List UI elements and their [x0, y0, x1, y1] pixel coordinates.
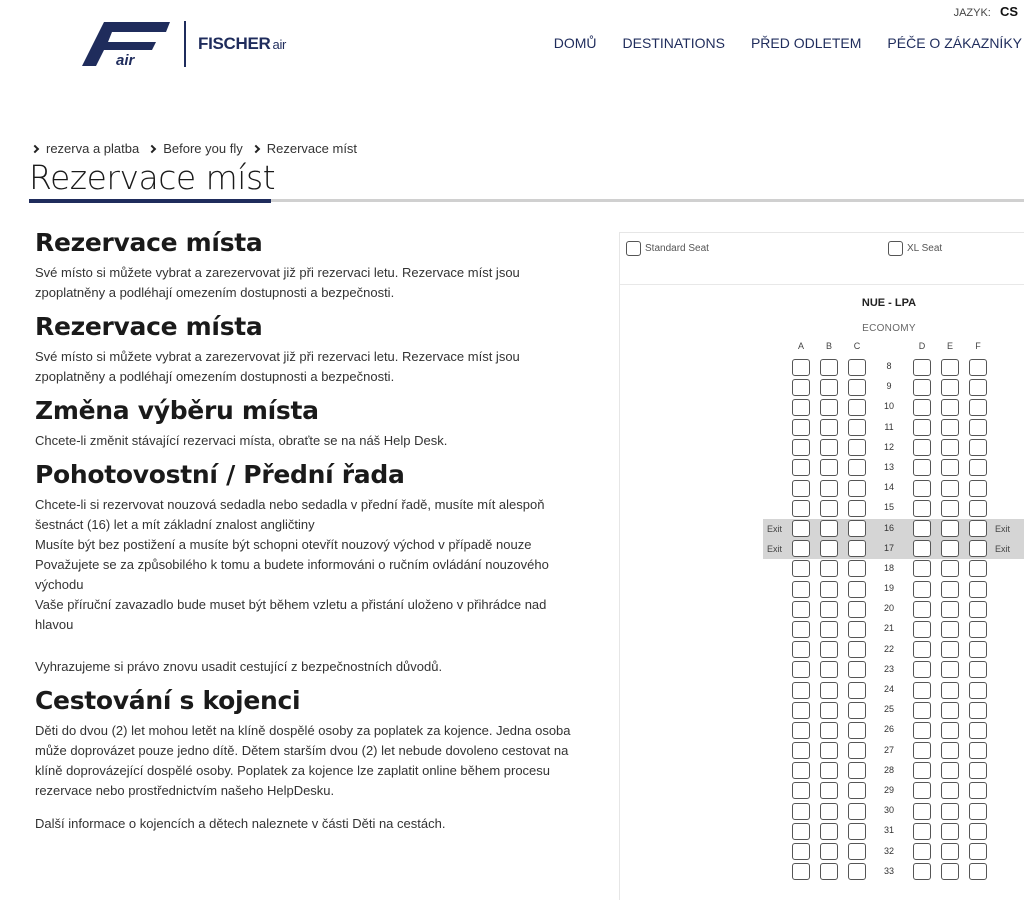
nav-home[interactable]: DOMŮ — [553, 35, 597, 51]
seat-14B[interactable] — [820, 480, 838, 497]
row-number: 25 — [883, 704, 894, 715]
language-label: JAZYK: — [953, 7, 991, 19]
seat-25F[interactable] — [969, 702, 987, 719]
seat-13F[interactable] — [969, 459, 987, 476]
seat-9F[interactable] — [969, 379, 987, 396]
seat-27E[interactable] — [941, 742, 959, 759]
seat-19D[interactable] — [913, 581, 931, 598]
seat-20E[interactable] — [941, 601, 959, 618]
seat-row — [620, 418, 1024, 438]
seat-10A[interactable] — [792, 399, 810, 416]
seat-19A[interactable] — [792, 581, 810, 598]
seat-16A[interactable] — [792, 520, 810, 537]
seat-25E[interactable] — [941, 702, 959, 719]
seat-27B[interactable] — [820, 742, 838, 759]
seat-row — [620, 619, 1024, 639]
exit-label-left: Exit — [767, 523, 783, 534]
exit-label-right: Exit — [995, 543, 1011, 554]
seat-row — [620, 862, 1024, 882]
section-paragraph: Vyhrazujeme si právo znovu usadit cestující z bezpečnostních důvodů. — [35, 659, 443, 674]
row-number: 27 — [883, 744, 894, 755]
column-header: A — [797, 341, 804, 351]
seat-25B[interactable] — [820, 702, 838, 719]
seat-18E[interactable] — [941, 560, 959, 577]
row-number: 32 — [883, 845, 894, 856]
section-paragraph: Musíte být bez postižení a musíte být schopni otevřít nouzový východ v případě nouze — [35, 537, 532, 552]
seat-row — [620, 660, 1024, 680]
seat-17B[interactable] — [820, 540, 838, 557]
seat-25D[interactable] — [913, 702, 931, 719]
seat-26C[interactable] — [848, 722, 866, 739]
section-heading: Pohotovostní / Přední řada — [35, 460, 405, 489]
seat-30F[interactable] — [969, 803, 987, 820]
seat-21D[interactable] — [913, 621, 931, 638]
seat-26A[interactable] — [792, 722, 810, 739]
seat-row — [620, 458, 1024, 478]
column-header: F — [975, 341, 981, 351]
row-number: 12 — [883, 441, 894, 452]
seat-8D[interactable] — [913, 359, 931, 376]
seat-33A[interactable] — [792, 863, 810, 880]
seat-10C[interactable] — [848, 399, 866, 416]
seat-10F[interactable] — [969, 399, 987, 416]
seat-18D[interactable] — [913, 560, 931, 577]
seat-row — [620, 761, 1024, 781]
seat-28F[interactable] — [969, 762, 987, 779]
seat-23D[interactable] — [913, 661, 931, 678]
seat-17D[interactable] — [913, 540, 931, 557]
seat-8F[interactable] — [969, 359, 987, 376]
seat-28B[interactable] — [820, 762, 838, 779]
nav-destinations[interactable]: DESTINATIONS — [622, 35, 725, 51]
seat-21B[interactable] — [820, 621, 838, 638]
nav-before-flight[interactable]: PŘED ODLETEM — [750, 35, 862, 51]
row-number: 19 — [883, 583, 894, 594]
row-number: 23 — [883, 663, 894, 674]
seat-13B[interactable] — [820, 459, 838, 476]
logo-mark-text: air — [116, 52, 135, 68]
seat-9D[interactable] — [913, 379, 931, 396]
seat-8C[interactable] — [848, 359, 866, 376]
spacer — [35, 635, 580, 657]
seat-30D[interactable] — [913, 803, 931, 820]
section-heading: Cestování s kojenci — [35, 686, 301, 715]
seat-12E[interactable] — [941, 439, 959, 456]
seat-23C[interactable] — [848, 661, 866, 678]
seat-32C[interactable] — [848, 843, 866, 860]
seat-24D[interactable] — [913, 682, 931, 699]
seat-23E[interactable] — [941, 661, 959, 678]
seat-12F[interactable] — [969, 439, 987, 456]
seat-16B[interactable] — [820, 520, 838, 537]
section-change-seat — [35, 395, 580, 451]
seat-10E[interactable] — [941, 399, 959, 416]
section-seat-reservation — [35, 311, 580, 387]
seat-32B[interactable] — [820, 843, 838, 860]
seat-row — [620, 640, 1024, 660]
seat-31C[interactable] — [848, 823, 866, 840]
row-number: 10 — [883, 401, 894, 412]
seat-25A[interactable] — [792, 702, 810, 719]
chevron-right-icon — [31, 144, 39, 152]
seat-19C[interactable] — [848, 581, 866, 598]
seat-29B[interactable] — [820, 782, 838, 799]
seat-13C[interactable] — [848, 459, 866, 476]
seat-29D[interactable] — [913, 782, 931, 799]
row-number: 30 — [883, 805, 894, 816]
row-number: 26 — [883, 724, 894, 735]
seat-33F[interactable] — [969, 863, 987, 880]
seat-20C[interactable] — [848, 601, 866, 618]
seat-11F[interactable] — [969, 419, 987, 436]
seat-14F[interactable] — [969, 480, 987, 497]
seat-31B[interactable] — [820, 823, 838, 840]
seat-28E[interactable] — [941, 762, 959, 779]
seat-15D[interactable] — [913, 500, 931, 517]
seat-21C[interactable] — [848, 621, 866, 638]
row-number: 14 — [883, 482, 894, 493]
row-number: 33 — [883, 865, 894, 876]
seat-13D[interactable] — [913, 459, 931, 476]
seat-row — [763, 519, 1024, 539]
seat-11C[interactable] — [848, 419, 866, 436]
seat-28D[interactable] — [913, 762, 931, 779]
main-content — [35, 227, 580, 842]
seat-12C[interactable] — [848, 439, 866, 456]
seat-24B[interactable] — [820, 682, 838, 699]
seat-row — [620, 579, 1024, 599]
row-number: 21 — [883, 623, 894, 634]
seat-8E[interactable] — [941, 359, 959, 376]
seat-28C[interactable] — [848, 762, 866, 779]
chevron-right-icon — [148, 144, 156, 152]
seat-22B[interactable] — [820, 641, 838, 658]
seat-9A[interactable] — [792, 379, 810, 396]
seat-11E[interactable] — [941, 419, 959, 436]
seat-row — [620, 842, 1024, 862]
seat-row — [620, 720, 1024, 740]
seat-23A[interactable] — [792, 661, 810, 678]
xl-seat-icon — [888, 241, 903, 256]
seat-17C[interactable] — [848, 540, 866, 557]
section-heading: Rezervace místa — [35, 228, 263, 257]
seat-row — [620, 700, 1024, 720]
seat-row — [620, 781, 1024, 801]
seat-19B[interactable] — [820, 581, 838, 598]
chevron-right-icon — [251, 144, 259, 152]
row-number: 31 — [883, 825, 894, 836]
seat-row — [620, 599, 1024, 619]
seat-8B[interactable] — [820, 359, 838, 376]
seat-11B[interactable] — [820, 419, 838, 436]
logo-brand: FISCHER — [198, 34, 271, 53]
seat-26D[interactable] — [913, 722, 931, 739]
seat-19F[interactable] — [969, 581, 987, 598]
logo-wordmark — [198, 34, 286, 54]
section-paragraph: Své místo si můžete vybrat a zarezervovat již při rezervaci letu. Rezervace míst jsou zpoplatněny a podléhají omezením dostupnosti a bezpečnosti. — [35, 265, 520, 300]
seat-10D[interactable] — [913, 399, 931, 416]
row-number: 16 — [883, 522, 894, 533]
standard-seat-icon — [626, 241, 641, 256]
section-paragraph: Vaše příruční zavazadlo bude muset být během vzletu a přistání uloženo v přihrádce nad hlavou — [35, 597, 547, 632]
row-number: 15 — [883, 502, 894, 513]
seat-32A[interactable] — [792, 843, 810, 860]
column-header: B — [825, 341, 832, 351]
seat-21A[interactable] — [792, 621, 810, 638]
seat-16F[interactable] — [969, 520, 987, 537]
seat-29F[interactable] — [969, 782, 987, 799]
seat-14A[interactable] — [792, 480, 810, 497]
section-heading: Rezervace místa — [35, 312, 263, 341]
seat-27A[interactable] — [792, 742, 810, 759]
seat-17A[interactable] — [792, 540, 810, 557]
breadcrumb-item[interactable] — [30, 141, 139, 156]
row-number: 18 — [883, 562, 894, 573]
seat-row — [620, 397, 1024, 417]
seat-17F[interactable] — [969, 540, 987, 557]
row-number: 22 — [883, 643, 894, 654]
seat-20F[interactable] — [969, 601, 987, 618]
seat-31A[interactable] — [792, 823, 810, 840]
seat-32D[interactable] — [913, 843, 931, 860]
seat-15A[interactable] — [792, 500, 810, 517]
seat-23B[interactable] — [820, 661, 838, 678]
seat-15C[interactable] — [848, 500, 866, 517]
title-accent-bar — [29, 199, 271, 203]
row-number: 24 — [883, 684, 894, 694]
seat-15F[interactable] — [969, 500, 987, 517]
seat-8A[interactable] — [792, 359, 810, 376]
seat-26E[interactable] — [941, 722, 959, 739]
seat-33C[interactable] — [848, 863, 866, 880]
breadcrumb-item — [251, 141, 357, 156]
seat-28A[interactable] — [792, 762, 810, 779]
seat-10B[interactable] — [820, 399, 838, 416]
seat-22A[interactable] — [792, 641, 810, 658]
seat-24C[interactable] — [848, 682, 866, 699]
seat-25C[interactable] — [848, 702, 866, 719]
legend-xl-seat — [888, 241, 942, 256]
section-emergency-row — [35, 459, 580, 677]
cabin-label: ECONOMY — [862, 323, 916, 334]
seat-grid — [620, 357, 1024, 882]
brand-logo[interactable] — [82, 20, 286, 68]
logo-suffix: air — [272, 37, 287, 52]
legend-label: Standard Seat — [645, 243, 709, 254]
seat-32E[interactable] — [941, 843, 959, 860]
language-code[interactable]: CS — [999, 4, 1018, 19]
seat-18F[interactable] — [969, 560, 987, 577]
seat-30A[interactable] — [792, 803, 810, 820]
seat-16D[interactable] — [913, 520, 931, 537]
seat-row — [620, 680, 1024, 700]
section-paragraph: Své místo si můžete vybrat a zarezervovat již při rezervaci letu. Rezervace míst jsou zpoplatněny a podléhají omezením dostupnosti a bezpečnosti. — [35, 349, 520, 384]
seat-33B[interactable] — [820, 863, 838, 880]
seat-27F[interactable] — [969, 742, 987, 759]
panel-divider — [620, 284, 1024, 285]
seat-20B[interactable] — [820, 601, 838, 618]
seat-12B[interactable] — [820, 439, 838, 456]
section-paragraph: Děti do dvou (2) let mohou letět na klíně dospělé osoby za poplatek za kojence. Jedna osoba může doprovázet pouze jedno dítě. Dětem starším dvou (2) let nebude dovoleno cestovat na klíně doprovázející dospělé osoby. Poplatek za kojence lze zaplatit online během procesu rezervace nebo prostřednictvím našeho HelpDesku. — [35, 723, 571, 798]
breadcrumb-item[interactable] — [147, 141, 243, 156]
seat-31F[interactable] — [969, 823, 987, 840]
exit-label-right: Exit — [995, 523, 1011, 534]
seat-row — [620, 438, 1024, 458]
seat-22D[interactable] — [913, 641, 931, 658]
seat-14D[interactable] — [913, 480, 931, 497]
seat-9E[interactable] — [941, 379, 959, 396]
seat-row — [620, 377, 1024, 397]
route-label: NUE - LPA — [861, 297, 917, 309]
seat-21E[interactable] — [941, 621, 959, 638]
seat-21F[interactable] — [969, 621, 987, 638]
seat-24F[interactable] — [969, 682, 987, 699]
row-number: 9 — [886, 381, 892, 392]
seat-12D[interactable] — [913, 439, 931, 456]
seat-29C[interactable] — [848, 782, 866, 799]
seat-row — [763, 539, 1024, 559]
seat-17E[interactable] — [941, 540, 959, 557]
seat-20A[interactable] — [792, 601, 810, 618]
seat-15B[interactable] — [820, 500, 838, 517]
column-header: E — [946, 341, 953, 351]
column-header: C — [853, 341, 861, 351]
seat-20D[interactable] — [913, 601, 931, 618]
seat-row — [620, 801, 1024, 821]
fischer-logo-icon — [82, 20, 170, 68]
seat-13E[interactable] — [941, 459, 959, 476]
seat-24A[interactable] — [792, 682, 810, 699]
seat-13A[interactable] — [792, 459, 810, 476]
seat-19E[interactable] — [941, 581, 959, 598]
section-paragraph: Další informace o kojencích a dětech naleznete v části Děti na cestách. — [35, 816, 446, 831]
seat-9C[interactable] — [848, 379, 866, 396]
legend-standard-seat — [626, 241, 709, 256]
seat-22C[interactable] — [848, 641, 866, 658]
row-number: 28 — [883, 764, 894, 775]
seat-26F[interactable] — [969, 722, 987, 739]
row-number: 8 — [886, 361, 892, 371]
section-seat-reservation — [35, 227, 580, 303]
breadcrumb-label[interactable]: Before you fly — [163, 141, 243, 156]
seat-14C[interactable] — [848, 480, 866, 497]
seat-22E[interactable] — [941, 641, 959, 658]
seat-31E[interactable] — [941, 823, 959, 840]
section-infants — [35, 685, 580, 834]
breadcrumb-label: Rezervace míst — [266, 141, 358, 156]
seat-map-panel — [619, 232, 1024, 900]
row-number: 29 — [883, 784, 894, 795]
seat-16C[interactable] — [848, 520, 866, 537]
section-heading: Změna výběru místa — [35, 396, 319, 425]
seat-row — [620, 821, 1024, 841]
legend-label: XL Seat — [907, 243, 943, 254]
seat-18B[interactable] — [820, 560, 838, 577]
seat-row — [620, 559, 1024, 579]
seat-30E[interactable] — [941, 803, 959, 820]
language-selector[interactable] — [954, 4, 1018, 19]
seat-12A[interactable] — [792, 439, 810, 456]
row-number: 11 — [884, 421, 894, 432]
section-paragraph: Chcete-li si rezervovat nouzová sedadla nebo sedadla v přední řadě, musíte mít alespoň šestnáct (16) let a mít základní znalost angličtiny — [35, 497, 545, 532]
row-number: 20 — [883, 603, 894, 614]
seat-33E[interactable] — [941, 863, 959, 880]
seat-row — [620, 741, 1024, 761]
nav-customer-care[interactable]: PÉČE O ZÁKAZNÍKY — [887, 35, 1022, 51]
seat-27D[interactable] — [913, 742, 931, 759]
seat-29A[interactable] — [792, 782, 810, 799]
seat-legend — [626, 241, 1024, 281]
seat-30C[interactable] — [848, 803, 866, 820]
seat-9B[interactable] — [820, 379, 838, 396]
seat-23F[interactable] — [969, 661, 987, 678]
seat-22F[interactable] — [969, 641, 987, 658]
exit-label-left: Exit — [767, 543, 783, 554]
row-number: 13 — [883, 461, 894, 472]
row-number: 17 — [883, 542, 894, 553]
seat-27C[interactable] — [848, 742, 866, 759]
seat-18A[interactable] — [792, 560, 810, 577]
seat-row — [620, 498, 1024, 518]
seat-26B[interactable] — [820, 722, 838, 739]
breadcrumb — [30, 141, 365, 156]
seat-32F[interactable] — [969, 843, 987, 860]
seat-14E[interactable] — [941, 480, 959, 497]
seat-31D[interactable] — [913, 823, 931, 840]
main-nav — [554, 35, 1022, 51]
seat-33D[interactable] — [913, 863, 931, 880]
seat-29E[interactable] — [941, 782, 959, 799]
page-title: Rezervace míst — [29, 158, 276, 197]
seat-row — [620, 357, 1024, 377]
seat-11A[interactable] — [792, 419, 810, 436]
title-divider — [29, 199, 1024, 202]
breadcrumb-label[interactable]: rezerva a platba — [46, 141, 140, 156]
seat-15E[interactable] — [941, 500, 959, 517]
seat-30B[interactable] — [820, 803, 838, 820]
seat-16E[interactable] — [941, 520, 959, 537]
logo-divider — [184, 21, 186, 67]
section-paragraph: Chcete-li změnit stávající rezervaci místa, obraťte se na náš Help Desk. — [35, 433, 448, 448]
column-header: D — [918, 341, 926, 351]
seat-11D[interactable] — [913, 419, 931, 436]
seat-row — [620, 478, 1024, 498]
seat-24E[interactable] — [941, 682, 959, 699]
section-paragraph: Považujete se za způsobilého k tomu a budete informováni o ručním ovládání nouzového východu — [35, 557, 549, 592]
seat-18C[interactable] — [848, 560, 866, 577]
